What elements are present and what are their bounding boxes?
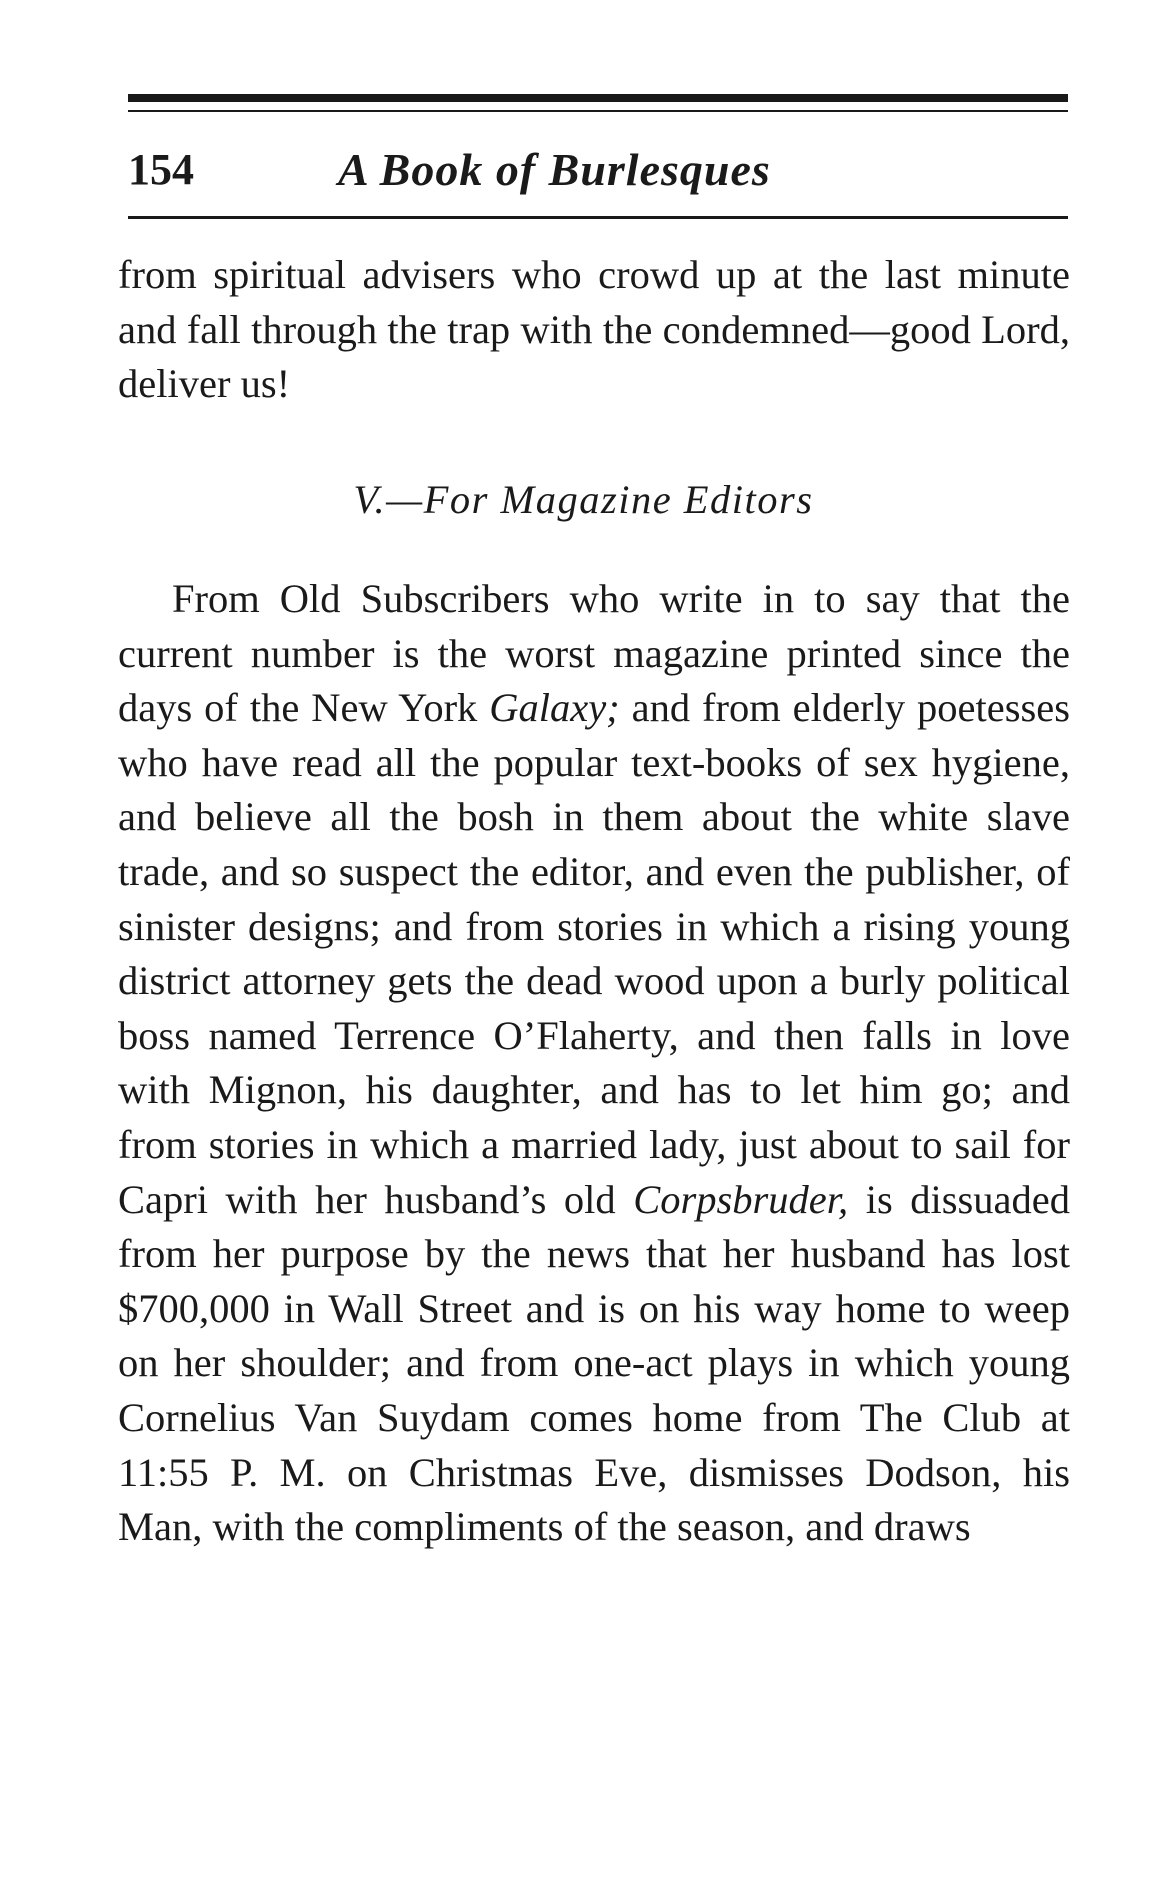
corpsbruder-italic: Corpsbruder, — [633, 1176, 849, 1222]
main-paragraph-text-3: is dissuaded from her purpose by the news that her husband has lost $700,000 in Wall Street and is on his way home to weep on her shoulder; and from one-act plays in which young Cornelius Van Suydam comes home from The Club at 11:55 P. M. on Christmas Eve, dismisses Dodson, his Man, with the compliments of the season, and draws — [118, 1176, 1070, 1550]
main-paragraph — [118, 572, 1070, 1555]
main-paragraph-text-1: From Old Subscribers who write in to say that the current number is the worst magazine printed since the days of the New York — [118, 576, 1070, 731]
section-heading: V.—For Magazine Editors — [353, 477, 814, 522]
continued-paragraph: from spiritual advisers who crowd up at the last minute and fall through the trap with the condemned—good Lord, deliver us! — [118, 252, 1070, 407]
header-rule — [128, 216, 1068, 219]
top-rule-thick — [128, 94, 1068, 102]
running-head — [128, 140, 1068, 200]
book-title: A Book of Burlesques — [338, 144, 771, 195]
main-paragraph-text-2: and from elderly poetesses who have read all the popular text-books of sex hygiene, and believe all the bosh in them about the white slave trade, and so suspect the editor, and even the publisher, of sinister designs; and from stories in which a rising young district attorney gets the dead wood upon a burly political boss named Terrence O’Flaherty, and then falls in love with Mignon, his daughter, and has to let him go; and from stories in which a married lady, just about to sail for Capri with her husband’s old — [118, 685, 1070, 1222]
galaxy-italic: Galaxy; — [489, 685, 620, 731]
page-number: 154 — [128, 145, 194, 194]
top-rule-thin — [128, 110, 1068, 112]
